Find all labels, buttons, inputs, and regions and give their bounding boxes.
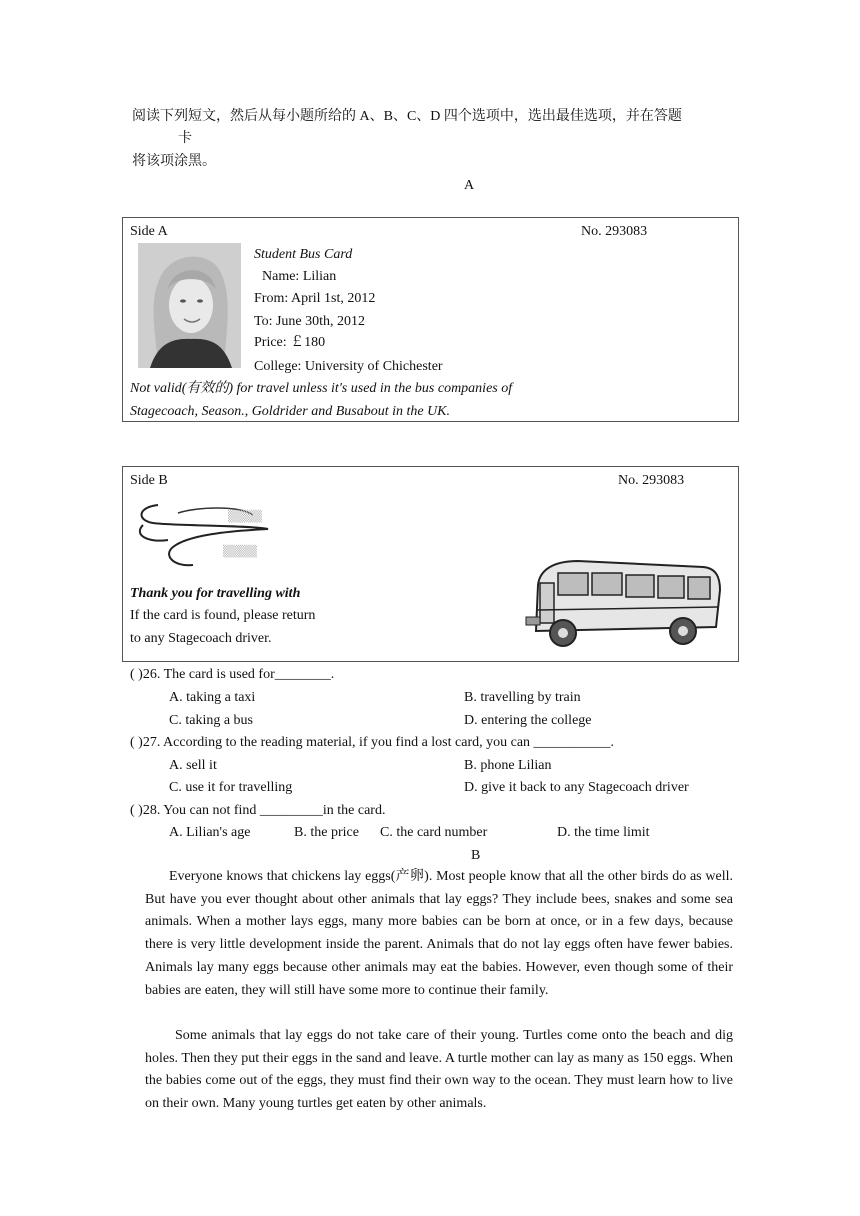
card-name: Name: Lilian [262, 269, 337, 284]
question-28-option-b: B. the price [294, 825, 359, 840]
question-27-option-c: C. use it for travelling [169, 780, 293, 795]
card-price: Price: ￡180 [254, 335, 326, 350]
signature [128, 495, 293, 575]
question-26-option-d: D. entering the college [464, 713, 592, 728]
passage-b-paragraph-2 [145, 1025, 733, 1116]
student-photo-image [138, 243, 241, 368]
instructions-line1-tail: 卡 [178, 131, 192, 146]
section-b-title: B [471, 848, 481, 863]
instructions-line1: 阅读下列短文，然后从每小题所给的 A、B、C、D 四个选项中，选出最佳选项，并在答题 [132, 109, 682, 124]
question-26-stem: ( )26. The card is used for________. [130, 667, 335, 682]
card-college: College: University of Chichester [254, 359, 443, 374]
section-a-title: A [464, 178, 475, 193]
question-27-option-a: A. sell it [169, 758, 217, 773]
card-title: Student Bus Card [254, 247, 353, 262]
card-from: From: April 1st, 2012 [254, 291, 376, 306]
question-26-option-a: A. taking a taxi [169, 690, 256, 705]
svg-text:▒▒▒▒: ▒▒▒▒ [223, 545, 257, 558]
svg-text:▒▒▒▒: ▒▒▒▒ [228, 510, 262, 523]
question-28-option-c: C. the card number [380, 825, 488, 840]
question-28-option-a: A. Lilian's age [169, 825, 251, 840]
card-to: To: June 30th, 2012 [254, 314, 366, 329]
question-27-stem: ( )27. According to the reading material, if you find a lost card, you can ___________. [130, 735, 615, 750]
question-26-option-c: C. taking a bus [169, 713, 253, 728]
instructions-line2: 将该项涂黑。 [132, 154, 216, 169]
question-28-option-d: D. the time limit [557, 825, 650, 840]
card-note-line1: Not valid(有效的) for travel unless it's used in the bus companies of [130, 381, 513, 396]
card-b-number: No. 293083 [618, 473, 685, 488]
card-found-line2: to any Stagecoach driver. [130, 631, 272, 646]
question-27-option-b: B. phone Lilian [464, 758, 552, 773]
passage-b-paragraph-1 [145, 866, 733, 1002]
card-side-b-label: Side B [130, 473, 168, 488]
bus-illustration [518, 555, 724, 655]
passage-b-paragraph-2-text: Some animals that lay eggs do not take care of their young. Turtles come onto the beach and dig holes. Then they put their eggs in the sand and leave. A turtle mother can lay as many as 150 eggs. When the babies come out of the eggs, they must find their own way to the ocean. They must learn how to live on their own. Many young turtles get eaten by other animals. [145, 1028, 733, 1112]
student-photo [138, 243, 241, 368]
card-side-a-label: Side A [130, 224, 168, 239]
question-28-stem: ( )28. You can not find _________in the card. [130, 803, 386, 818]
card-note-line2: Stagecoach, Season., Goldrider and Busabout in the UK. [130, 404, 451, 419]
card-number: No. 293083 [581, 224, 648, 239]
card-found-line1: If the card is found, please return [130, 608, 316, 623]
passage-b-paragraph-1-text: Everyone knows that chickens lay eggs(产卵). Most people know that all the other birds do as well. But have you ever thought about other animals that lay eggs? They include bees, snakes and some sea animals. When a mother lays eggs, many more babies can be born at once, or in a few days, because there is very little development inside the parent. Animals that do not lay eggs often have fewer babies. Animals lay many eggs because other animals may eat the babies. However, even though some of their babies are eaten, they will still have some more to continue their family. [145, 869, 733, 998]
card-thanks: Thank you for travelling with [130, 586, 301, 601]
question-27-option-d: D. give it back to any Stagecoach driver [464, 780, 689, 795]
question-26-option-b: B. travelling by train [464, 690, 581, 705]
